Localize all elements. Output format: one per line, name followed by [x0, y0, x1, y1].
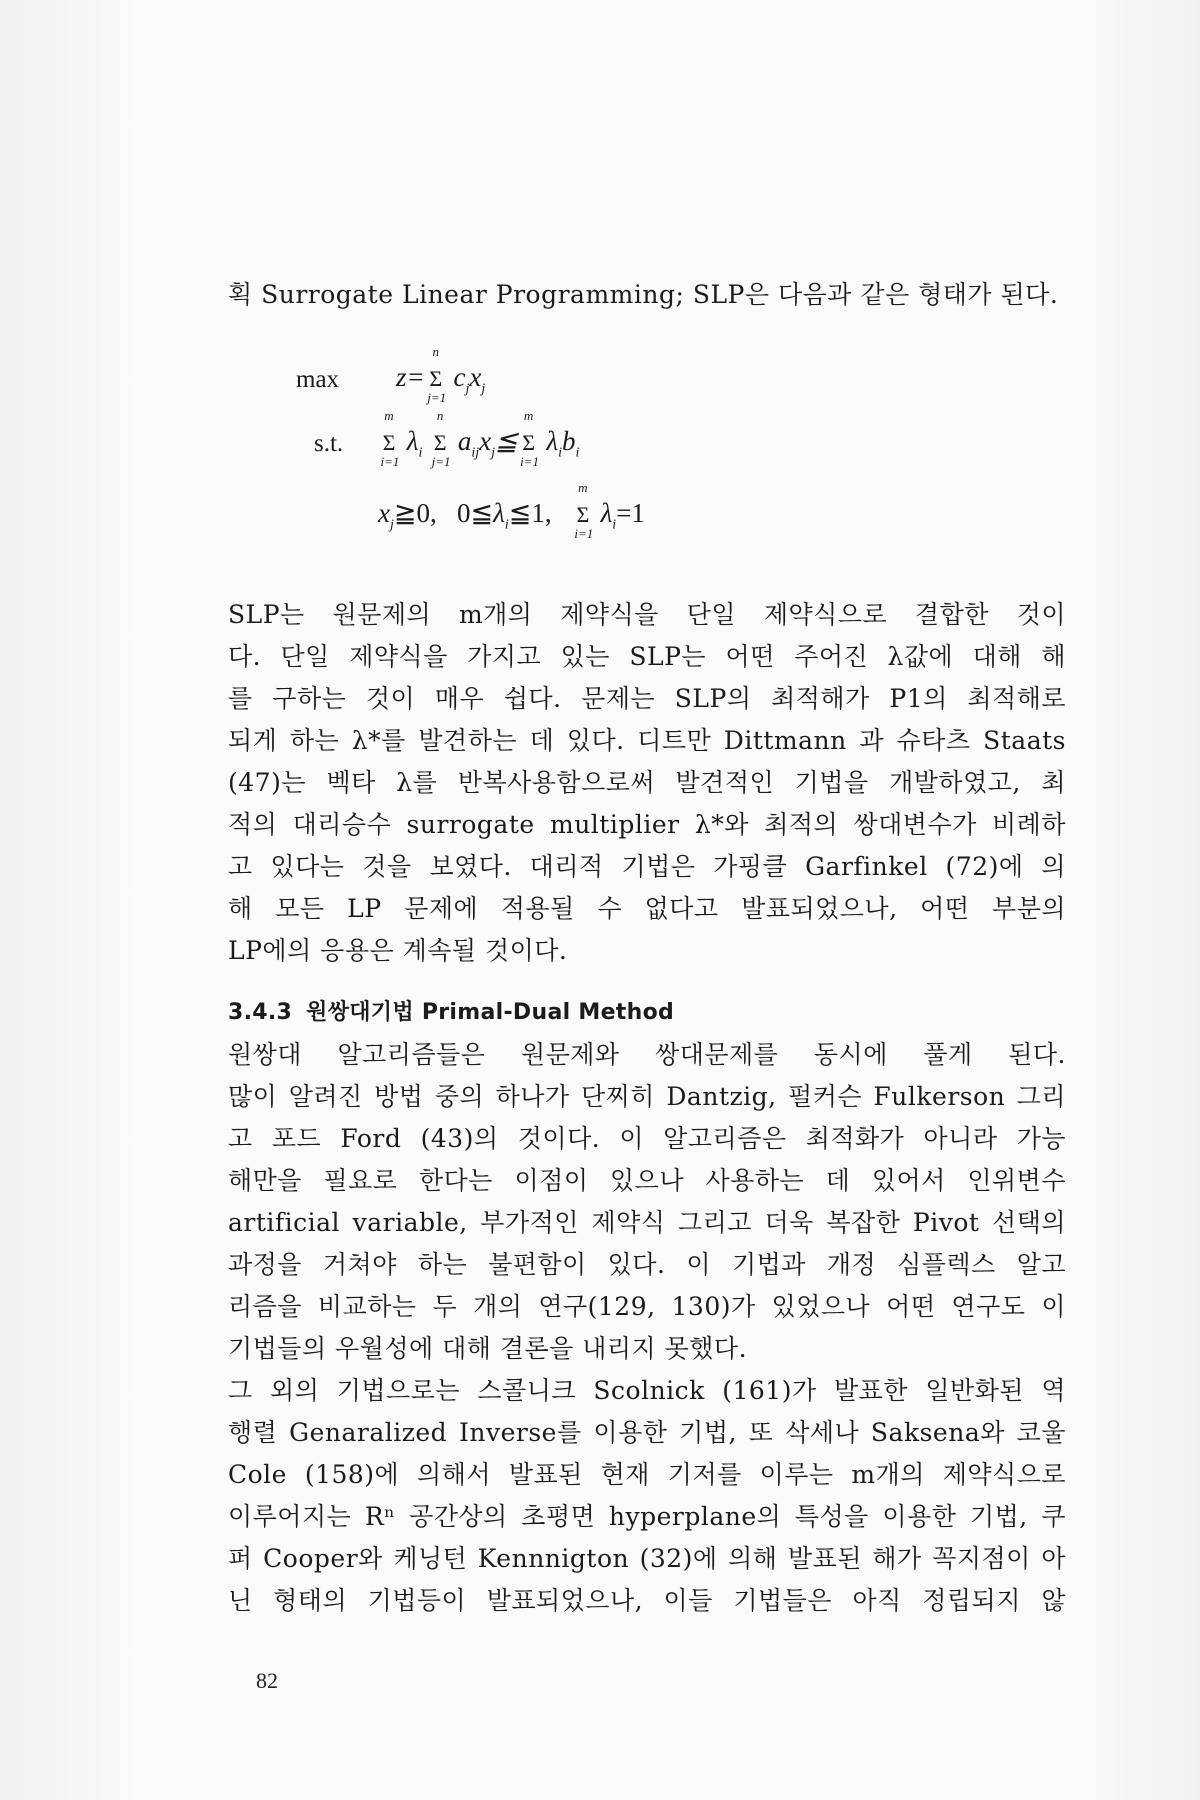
text-line: artificial variable, 부가적인 제약식 그리고 더욱 복잡한 Pivot 선택의 [228, 1208, 1066, 1237]
section-heading [228, 992, 1066, 1034]
formula-bounds: $x_j≧0$, $0≦\lambda_i≦1$, Σ m i=1 $\lambda_i=1$ [378, 480, 645, 541]
text-line: SLP는 원문제의 m개의 제약식을 단일 제약식으로 결합한 것이 [228, 600, 1066, 629]
text-line: 원쌍대 알고리즘들은 원문제와 쌍대문제를 동시에 풀게 된다. [228, 1040, 1066, 1069]
slp-formula [228, 326, 1066, 566]
section-number: 3.4.3 [228, 1000, 293, 1025]
formula-st-label: s.t. [314, 430, 344, 457]
section-title: 원쌍대기법 Primal-Dual Method [306, 1000, 675, 1025]
text-line: 다. 단일 제약식을 가지고 있는 SLP는 어떤 주어진 λ값에 대해 해 [228, 642, 1066, 671]
text-line: 고 있다는 것을 보였다. 대리적 기법은 가핑클 Garfinkel (72)에 의 [228, 852, 1066, 881]
formula-objective: z= Σ n j=1 $c_jx_j$ [396, 344, 486, 405]
body-text [228, 274, 1066, 1622]
text-line: 해만을 필요로 한다는 이점이 있으나 사용하는 데 있어서 인위변수 [228, 1166, 1066, 1195]
text-line: 를 구하는 것이 매우 쉽다. 문제는 SLP의 최적해가 P1의 최적해로 [228, 684, 1066, 713]
text-line: 퍼 Cooper와 케닝턴 Kennnigton (32)에 의해 발표된 해가 꼭지점이 아 [228, 1544, 1066, 1573]
text-line: 행렬 Genaralized Inverse를 이용한 기법, 또 삭세나 Saksena와 코울 [228, 1418, 1066, 1447]
text-line: (47)는 벡타 λ를 반복사용함으로써 발견적인 기법을 개발하였고, 최 [228, 768, 1066, 797]
text-line: Cole (158)에 의해서 발표된 현재 기저를 이루는 m개의 제약식으로 [228, 1460, 1066, 1489]
text-line: 많이 알려진 방법 중의 하나가 단찌히 Dantzig, 펄커슨 Fulkerson 그리 [228, 1082, 1066, 1111]
formula-constraint: Σ m i=1 $\lambda_i$ Σ n j=1 $a_{ij}x_j≦$ Σ m i=1 $\lambda_ib_i$ [380, 408, 580, 469]
text-line: 고 포드 Ford (43)의 것이다. 이 알고리즘은 최적화가 아니라 가능 [228, 1124, 1066, 1153]
text-line: 되게 하는 λ*를 발견하는 데 있다. 디트만 Dittmann 과 슈타츠 Staats [228, 726, 1066, 755]
text-line: 기법들의 우월성에 대해 결론을 내리지 못했다. [228, 1334, 748, 1363]
text-line: 적의 대리승수 surrogate multiplier λ*와 최적의 쌍대변수가 비례하 [228, 810, 1066, 839]
text-line: 리즘을 비교하는 두 개의 연구(129, 130)가 있었으나 어떤 연구도 이 [228, 1292, 1066, 1321]
text-line: 닌 형태의 기법등이 발표되었으나, 이들 기법들은 아직 정립되지 않 [228, 1586, 1066, 1615]
text-line: 과정을 거쳐야 하는 불편함이 있다. 이 기법과 개정 심플렉스 알고 [228, 1250, 1066, 1279]
formula-max-label: max [296, 366, 340, 393]
text-line: 획 Surrogate Linear Programming; SLP은 다음과 같은 형태가 된다. [228, 280, 1059, 309]
text-line: LP에의 응용은 계속될 것이다. [228, 936, 568, 965]
text-line: 해 모든 LP 문제에 적용될 수 없다고 발표되었으나, 어떤 부분의 [228, 894, 1066, 923]
text-line: 이루어지는 Rⁿ 공간상의 초평면 hyperplane의 특성을 이용한 기법, 쿠 [228, 1502, 1066, 1531]
page-number: 82 [256, 1668, 278, 1693]
text-line: 그 외의 기법으로는 스콜니크 Scolnick (161)가 발표한 일반화된 역 [228, 1376, 1066, 1405]
